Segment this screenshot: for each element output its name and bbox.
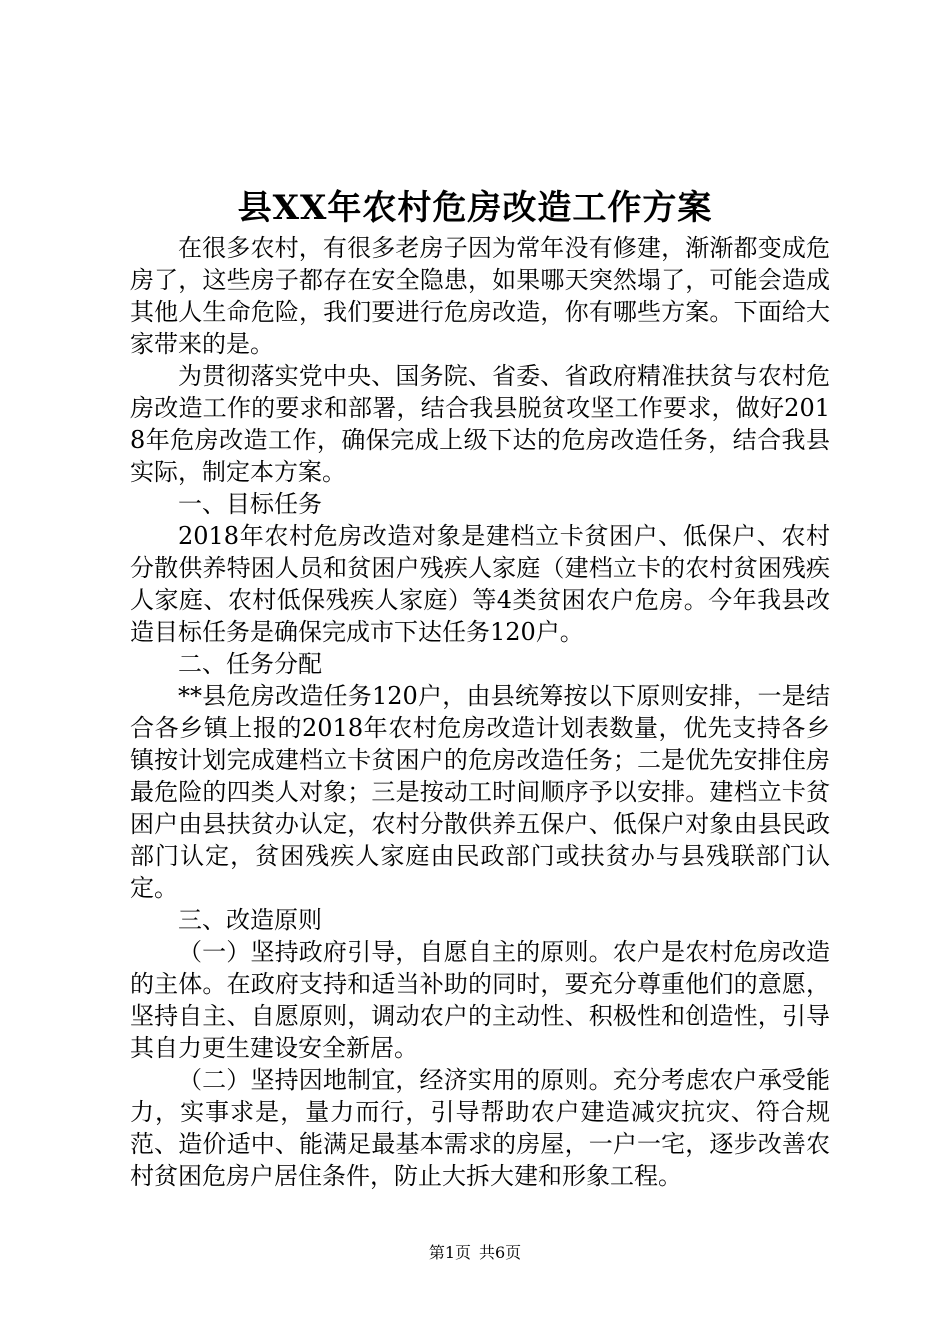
document-title: 县XX年农村危房改造工作方案 xyxy=(237,188,713,228)
page-footer xyxy=(0,1243,950,1263)
document-body xyxy=(130,232,830,1192)
paragraph-goals: 2018年农村危房改造对象是建档立卡贫困户、低保户、农村分散供养特困人员和贫困户残疾人家庭（建档立卡的农村贫困残疾人家庭、农村低保残疾人家庭）等4类贫困农户危房。今年我县改造目标任务是确保完成市下达任务120户。 xyxy=(130,522,830,646)
page-number: 第1页 xyxy=(428,1243,471,1262)
paragraph-principle-1: （一）坚持政府引导，自愿自主的原则。农户是农村危房改造的主体。在政府支持和适当补助的同时，要充分尊重他们的意愿，坚持自主、自愿原则，调动农户的主动性、积极性和创造性，引导其自力更生建设安全新居。 xyxy=(130,938,830,1062)
section-heading-goals: 一、目标任务 xyxy=(178,490,322,518)
paragraph-allocation: **县危房改造任务120户，由县统筹按以下原则安排，一是结合各乡镇上报的2018年农村危房改造计划表数量，优先支持各乡镇按计划完成建档立卡贫困户的危房改造任务；二是优先安排住房最危险的四类人对象；三是按动工时间顺序予以安排。建档立卡贫困户由县扶贫办认定，农村分散供养五保户、低保户对象由县民政部门认定，贫困残疾人家庭由民政部门或扶贫办与县残联部门认定。 xyxy=(130,682,830,902)
paragraph-purpose: 为贯彻落实党中央、国务院、省委、省政府精准扶贫与农村危房改造工作的要求和部署，结合我县脱贫攻坚工作要求，做好2018年危房改造工作，确保完成上级下达的危房改造任务，结合我县实际，制定本方案。 xyxy=(130,362,830,486)
page-total: 共6页 xyxy=(479,1243,522,1262)
section-heading-allocation: 二、任务分配 xyxy=(178,650,322,678)
paragraph-principle-2: （二）坚持因地制宜，经济实用的原则。充分考虑农户承受能力，实事求是，量力而行，引导帮助农户建造减灾抗灾、符合规范、造价适中、能满足最基本需求的房屋，一户一宅，逐步改善农村贫困危房户居住条件，防止大拆大建和形象工程。 xyxy=(130,1066,830,1190)
paragraph-intro: 在很多农村，有很多老房子因为常年没有修建，渐渐都变成危房了，这些房子都存在安全隐患，如果哪天突然塌了，可能会造成其他人生命危险，我们要进行危房改造，你有哪些方案。下面给大家带来的是。 xyxy=(130,234,830,358)
section-heading-principles: 三、改造原则 xyxy=(178,906,322,934)
